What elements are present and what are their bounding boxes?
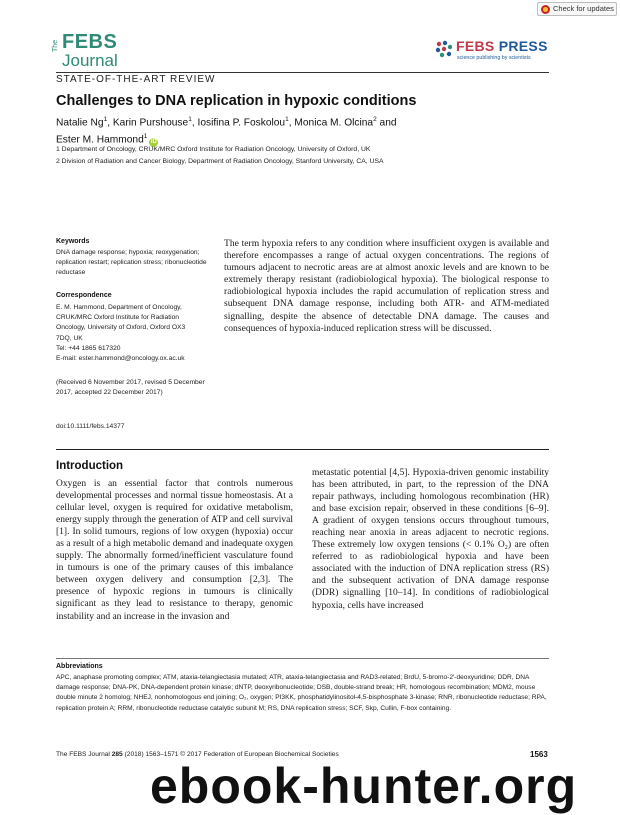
logo-the: The — [52, 39, 59, 52]
abstract-text: The term hypoxia refers to any condition where insufficient oxygen is available and therefore encompasses a range of actual oxygen concentrations. The regions of tumours adjacent to necrotic areas are at almost anoxic levels and are known to be extremely therapy resistant (radiobiological hypoxia). The biological response to radiobiological hypoxia includes the rapid accumulation of replication stress and subsequent DNA damage response, including both ATR- and ATM-mediated signalling, despite the absence of detectable DNA damage. The causes and consequences of hypoxia-induced replication stress will be discussed. — [224, 238, 549, 334]
febs-press-logo — [434, 36, 574, 66]
press-tagline: science publishing by scientists — [457, 55, 531, 61]
watermark-text: ebook-hunter.org — [150, 758, 578, 814]
author-name: Monica M. Olcina — [294, 117, 374, 129]
footer-journal: The FEBS Journal — [56, 751, 110, 758]
author-affil: 1 — [143, 133, 148, 141]
author-affil: 2 — [373, 116, 377, 123]
author-name: Ester M. Hammond — [56, 134, 144, 146]
author-list: Natalie Ng$^1$, Karin Purshouse$^1$, Iosifina P. Foskolou$^1$, Monica M. Olcina$^2$ and Ester M. Hammond$^1$iD — [56, 116, 397, 146]
correspondence-text — [56, 303, 214, 364]
author-affil: 1 — [285, 116, 289, 123]
keywords-heading: Keywords — [56, 238, 90, 245]
intro-column-right: metastatic potential [4,5]. Hypoxia-driven genomic instability has been attributed, in part, to the repression of the DNA repair pathways, including homologous recombination (HR) and base excision repair, observed in these conditions [6–9]. A gradient of oxygen tensions occurs throughout tumours, reaching near anoxia in areas adjacent to necrotic regions. These extremely low oxygen tensions (< 0.1% O₂) are often referred to as radiobiological hypoxia and have been associated with the induction of DNA replication stress (RS) and the subsequent activation of DNA damage response (DDR) signalling [10–14]. In conditions of radiobiological hypoxia, cells have increased — [312, 468, 549, 611]
received-dates: (Received 6 November 2017, revised 5 December 2017, accepted 22 December 2017) — [56, 379, 205, 397]
correspondence-line: Oncology, University of Oxford, Oxford OX3 — [56, 324, 186, 332]
correspondence-line: 7DQ, UK — [56, 334, 83, 342]
header-rule — [56, 72, 549, 73]
abbreviations-rule — [56, 658, 549, 659]
author-name: Karin Purshouse — [112, 117, 189, 129]
author-name: Iosifina P. Foskolou — [197, 117, 286, 129]
abbreviations-text: APC, anaphase promoting complex; ATM, ataxia-telangiectasia mutated; ATR, ataxia-telangiectasia and RAD3-related; BrdU, 5-bromo-2′-deoxyuridine; DDR, DNA damage response; DNA-PK, DNA-dependent protein kinase; dNTP, deoxyribonucleotide; DSB, double-strand break; HR, homologous recombination; MDM2, mouse double minute 2 homolog; NHEJ, nonhomologous end joining; O₂, oxygen; PI3KK, phosphatidylinositol-4,5-bisphosphate 3-kinase; RNR, ribonucleotide reductase; RPA, replication protein A; RRM, ribonucleotide reductase catalytic subunit M; RS, DNA replication stress; SCF, Skp, Cullin, F-box containing. — [56, 674, 547, 712]
correspondence-phone: Tel: +44 1865 617320 — [56, 344, 121, 352]
section-label: STATE-OF-THE-ART REVIEW — [56, 74, 216, 85]
keywords-text: DNA damage response; hypoxia; reoxygenation; replication restart; replication stress; ribonucleotide reductase — [56, 249, 207, 277]
check-for-updates-badge[interactable] — [537, 2, 617, 16]
abbreviations-heading: Abbreviations — [56, 663, 103, 670]
doi-link[interactable]: doi:10.1111/febs.14377 — [56, 423, 125, 430]
press-name: FEBS PRESS — [456, 38, 548, 54]
author-affil: 1 — [103, 116, 108, 123]
article-title: Challenges to DNA replication in hypoxic conditions — [56, 93, 417, 109]
affiliation-2: 2 Division of Radiation and Cancer Biology, Department of Radiation Oncology, Stanford University, CA, USA — [56, 158, 384, 165]
correspondence-email[interactable]: E-mail: ester.hammond@oncology.ox.ac.uk — [56, 355, 185, 363]
logo-febs: FEBS — [62, 31, 118, 53]
febs-press-dots-icon — [434, 39, 454, 59]
correspondence-line: CRUK/MRC Oxford Institute for Radiation — [56, 314, 180, 322]
affiliation-1: 1 Department of Oncology, CRUK/MRC Oxford Institute for Radiation Oncology, University of Oxford, UK — [56, 146, 371, 153]
febs-journal-logo — [52, 30, 132, 72]
intro-column-left: Oxygen is an essential factor that controls numerous developmental processes and normal tissue homeostasis. At a cellular level, oxygen is required for oxidative metabolism, energy supply through the generation of ATP and cell survival [1]. In solid tumours, regions of low oxygen (hypoxia) occur as a result of a high metabolic demand and inadequate oxygen supply. The abnormally formed/inefficient vasculature found in tumours is one of the primary causes of this imbalance between oxygen delivery and consumption [2,3]. The presence of hypoxic regions in tumours is clinically significant as they lead to resistance to therapy, genomic instability and an increase in the invasion and — [56, 479, 293, 622]
author-name: Natalie Ng — [56, 117, 104, 129]
footer-citation: (2018) 1563–1571 © 2017 Federation of European Biochemical Societies — [124, 751, 339, 758]
logo-journal: Journal — [62, 51, 118, 70]
orcid-icon[interactable]: iD — [150, 138, 157, 145]
footer-volume: 285 — [111, 751, 123, 758]
crossmark-icon — [541, 5, 550, 14]
section-rule — [56, 449, 549, 450]
introduction-heading: Introduction — [56, 460, 124, 472]
check-updates-label: Check for updates — [553, 4, 614, 13]
author-affil: 1 — [188, 116, 192, 123]
correspondence-line: E. M. Hammond, Department of Oncology, — [56, 304, 182, 311]
correspondence-heading: Correspondence — [56, 292, 112, 299]
page-number: 1563 — [530, 750, 548, 759]
